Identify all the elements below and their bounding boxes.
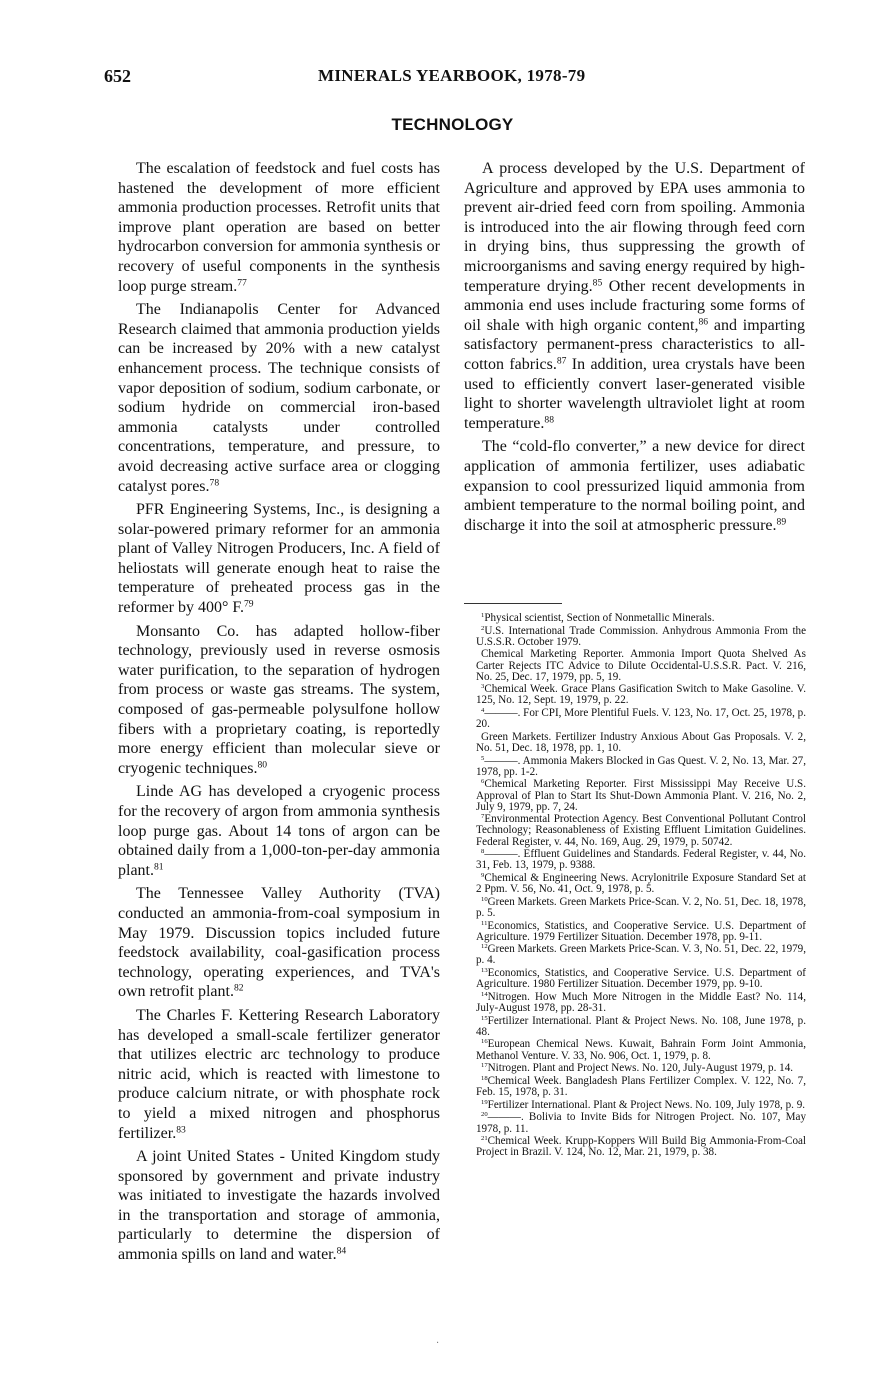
footnote-ref: 86	[698, 316, 709, 327]
footnote-number: 17	[481, 1062, 488, 1070]
running-title: MINERALS YEARBOOK, 1978-79	[318, 66, 586, 85]
footnote-ref: 85	[592, 276, 603, 288]
footnote-number: 5	[481, 754, 485, 762]
footnote-ref: 89	[776, 515, 787, 527]
footnote-number: 7	[481, 813, 485, 821]
footnote	[476, 613, 806, 624]
footnote	[476, 897, 806, 919]
footnote-number: 3	[481, 683, 485, 691]
paragraph	[118, 500, 440, 618]
footnote-number: 16	[481, 1038, 488, 1046]
footnote-text: Economics, Statistics, and Cooperative Service. U.S. Department of Agriculture. 1979 Fertilizer Situation. December 1978, pp. 9-11.	[476, 919, 806, 943]
left-column	[118, 159, 440, 1269]
footnote-ref: 78	[209, 476, 220, 488]
footnote-ref: 87	[556, 355, 567, 367]
footnote-text: Green Markets. Green Markets Price-Scan. V. 2, No. 51, Dec. 18, 1978, p. 5.	[476, 895, 806, 919]
footnote-number: 6	[481, 778, 485, 786]
footnote-ref: 82	[233, 982, 244, 994]
footnote	[476, 684, 806, 706]
footnote-text: ———. Bolivia to Invite Bids for Nitrogen Project. No. 107, May 1978, p. 11.	[476, 1111, 806, 1135]
paragraph-text: In addition, urea crystals have been used to efficiently convert laser-generated visible light to shorter wavelength ultraviolet light at room temperature.	[464, 355, 805, 432]
footnote-text: ———. For CPI, More Plentiful Fuels. V. 123, No. 17, Oct. 25, 1978, p. 20.	[476, 707, 806, 731]
footnote-ref: 88	[544, 413, 554, 425]
footnote-number: 4	[481, 707, 485, 715]
footnote-number: 2	[481, 624, 485, 632]
paragraph-text: Other recent developments in ammonia end uses include fracturing some forms of oil shale with high organic content,	[464, 277, 805, 334]
footnote	[476, 779, 806, 812]
paragraph	[118, 782, 440, 880]
paragraph	[118, 300, 440, 496]
paragraph-text: Monsanto Co. has adapted hollow-fiber technology, previously used in reverse osmosis water purification, to the separation of hydrogen from process or waste gas streams. The system, composed of gas-permeable polysulfone hollow fibers with a proprietary coating, is reportedly more energy efficient than molecular sieve or cryogenic techniques.	[118, 622, 440, 777]
paragraph-text: The “cold-flo converter,” a new device for direct application of ammonia fertilizer, uses adiabatic expansion to cool pressurized liquid ammonia from ambient temperature to the normal boiling point, and discharge it into the soil at atmospheric pressure.	[464, 438, 805, 534]
footnote-text: Environmental Protection Agency. Best Conventional Pollutant Control Technology; Reasonableness of Existing Effluent Limitation Guidelines. Federal Register, v. 44, No. 169, Aug. 29, 1979, p. 50742.	[476, 813, 806, 848]
paragraph	[118, 622, 440, 779]
footnote	[476, 1100, 806, 1111]
footnote	[476, 626, 806, 648]
footnote-number: 1	[481, 612, 485, 620]
footnote	[476, 921, 806, 943]
footnote-ref: 80	[257, 759, 268, 771]
footnote-text: ———. Effluent Guidelines and Standards. Federal Register, v. 44, No. 31, Feb. 13, 1979, p. 9388.	[476, 848, 806, 872]
paragraph	[118, 1006, 440, 1143]
footnote-text: Fertilizer International. Plant & Project News. No. 108, June 1978, p. 48.	[476, 1014, 806, 1038]
paragraph-text: The Indianapolis Center for Advanced Research claimed that ammonia production yields can be increased by 20% with a new catalyst enhancement process. The technique consists of vapor deposition of sodium, sodium carbonate, or sodium hydride on commercial iron-based ammonia catalysts under controlled concentrations, temperature, and pressure, to avoid decreasing active surface area or clogging catalyst pores.	[118, 301, 440, 495]
paragraph-text: Linde AG has developed a cryogenic process for the recovery of argon from ammonia synthesis loop purge gas. About 14 tons of argon can be obtained daily from a 1,000-ton-per-day ammonia plant.	[118, 783, 440, 879]
footnote	[476, 1063, 806, 1074]
footnote	[476, 756, 806, 778]
footnote-number: 8	[481, 848, 485, 856]
footnote	[476, 814, 806, 847]
page-header	[104, 66, 801, 90]
footnote	[476, 708, 806, 730]
paragraph-text: PFR Engineering Systems, Inc., is designing a solar-powered primary reformer for an ammonia plant of Valley Nitrogen Producers, Inc. A field of heliostats will generate enough heat to raise the temperature of preheated process gas in the reformer by 400° F.	[118, 501, 440, 617]
footnote-ref: 79	[243, 598, 254, 610]
paragraph	[118, 884, 440, 1002]
footnote	[476, 849, 806, 871]
paragraph	[118, 159, 440, 296]
footnote-text: Chemical Week. Bangladesh Plans Fertilizer Complex. V. 122, No. 7, Feb. 15, 1978, p. 31.	[476, 1074, 806, 1099]
footnote-text: Economics, Statistics, and Cooperative Service. U.S. Department of Agriculture. 1980 Fertilizer Situation. December 1979, pp. 9-10.	[476, 967, 806, 991]
footnote	[476, 732, 806, 754]
footnote-text: Chemical & Engineering News. Acrylonitrile Exposure Standard Set at 2 Ppm. V. 56, No. 41, Oct. 9, 1978, p. 5.	[476, 872, 806, 896]
footnote-text: Green Markets. Fertilizer Industry Anxious About Gas Proposals. V. 2, No. 51, Dec. 18, 1978, pp. 1, 10.	[476, 730, 806, 754]
footnote	[476, 1039, 806, 1061]
footnote-number: 18	[481, 1074, 488, 1082]
paragraph-text: The Tennessee Valley Authority (TVA) conducted an ammonia-from-coal symposium in May 1979. Discussion topics included future feedstock availability, coal-gasification process technology, operating experiences, and TVA's own retrofit plant.	[118, 885, 440, 1001]
footnote	[476, 1112, 806, 1134]
footnote-number: 9	[481, 872, 485, 880]
paragraph	[464, 437, 805, 535]
stray-mark: ·	[436, 1338, 440, 1349]
footnote-text: Green Markets. Green Markets Price-Scan. V. 3, No. 51, Dec. 22, 1979, p. 4.	[476, 943, 806, 967]
paragraph-text: and imparting satisfactory permanent-press characteristics to all-cotton fabrics.	[464, 316, 806, 373]
paragraph-text: A joint United States - United Kingdom study sponsored by government and private industry was initiated to investigate the hazards involved in the transportation and storage of ammonia, particularly to determine the dispersion of ammonia spills on land and water.	[118, 1148, 440, 1264]
footnote-number: 13	[481, 967, 488, 975]
footnote	[476, 1136, 806, 1158]
footnote	[476, 1076, 806, 1098]
footnote-ref: 84	[336, 1245, 347, 1257]
footnote-text: Physical scientist, Section of Nonmetallic Minerals.	[484, 612, 715, 624]
footnote-number: 10	[481, 895, 488, 903]
footnote-ref: 77	[237, 276, 247, 288]
footnote-number: 15	[481, 1014, 488, 1022]
right-column	[464, 159, 805, 539]
footnote-number: 20	[481, 1111, 488, 1119]
footnote-ref: 81	[154, 861, 164, 873]
footnote-text: Chemical Marketing Reporter. First Mississippi May Receive U.S. Approval of Plan to Start Its Shut-Down Ammonia Plant. V. 216, No. 2, July 9, 1979, pp. 7, 24.	[476, 778, 806, 813]
footnote-number: 19	[481, 1098, 488, 1106]
footnote	[476, 968, 806, 990]
paragraph	[464, 159, 805, 433]
footnote-text: Chemical Marketing Reporter. Ammonia Import Quota Shelved As Carter Rejects ITC Advice to Dilute Occidental-U.S.S.R. Pact. V. 216, No. 25, Dec. 17, 1979, pp. 5, 19.	[476, 648, 806, 683]
section-title: TECHNOLOGY	[391, 115, 514, 134]
footnote-ref: 83	[176, 1123, 186, 1135]
footnotes	[476, 613, 806, 1160]
footnote-text: Nitrogen. Plant and Project News. No. 120, July-August 1979, p. 14.	[487, 1062, 794, 1075]
footnote-number: 11	[481, 919, 488, 927]
footnote-text: U.S. International Trade Commission. Anhydrous Ammonia From the U.S.S.R. October 1979.	[476, 624, 806, 648]
paragraph-text: A process developed by the U.S. Department of Agriculture and approved by EPA uses ammonia to prevent air-dried feed corn from spoiling. Ammonia is introduced into the air flowing through feed corn in drying bins, thus suppressing the growth of microorganisms and saving energy required by high-temperature drying.	[464, 160, 805, 295]
paragraph-text: The escalation of feedstock and fuel costs has hastened the development of more efficient ammonia production processes. Retrofit units that improve plant operation are based on better hydrocarbon conversion for ammonia synthesis or recovery of useful components in the synthesis loop purge stream.	[118, 160, 440, 295]
footnote	[476, 992, 806, 1014]
footnote-text: ———. Ammonia Makers Blocked in Gas Quest. V. 2, No. 13, Mar. 27, 1978, pp. 1-2.	[476, 754, 806, 778]
footnote-divider	[464, 603, 562, 604]
footnote	[476, 1016, 806, 1038]
paragraph-text: The Charles F. Kettering Research Laboratory has developed a small-scale fertilizer generator that utilizes electric arc technology to produce nitric acid, which is reacted with limestone to produce calcium nitrate, or with phosphate rock to yield a mixed nitrogen and phosphorus fertilizer.	[118, 1006, 440, 1142]
footnote	[476, 873, 806, 895]
footnote-text: European Chemical News. Kuwait, Bahrain Form Joint Ammonia, Methanol Venture. V. 33, No. 906, Oct. 1, 1979, p. 8.	[476, 1038, 806, 1062]
footnote-text: Chemical Week. Grace Plans Gasification Switch to Make Gasoline. V. 125, No. 12, Sept. 19, 1979, p. 22.	[476, 683, 806, 707]
footnote-number: 12	[481, 943, 488, 951]
footnote	[476, 649, 806, 682]
paragraph	[118, 1147, 440, 1265]
footnote-text: Fertilizer International. Plant & Project News. No. 109, July 1978, p. 9.	[487, 1098, 806, 1111]
footnote-number: 14	[481, 990, 488, 998]
footnote-number: 21	[481, 1135, 488, 1143]
footnote-text: Chemical Week. Krupp-Koppers Will Build Big Ammonia-From-Coal Project in Brazil. V. 124, No. 12, Mar. 21, 1979, p. 38.	[476, 1135, 806, 1159]
footnote-text: Nitrogen. How Much More Nitrogen in the Middle East? No. 114, July-August 1978, pp. 28-31.	[476, 990, 806, 1014]
page-number: 652	[104, 66, 131, 86]
footnote	[476, 944, 806, 966]
